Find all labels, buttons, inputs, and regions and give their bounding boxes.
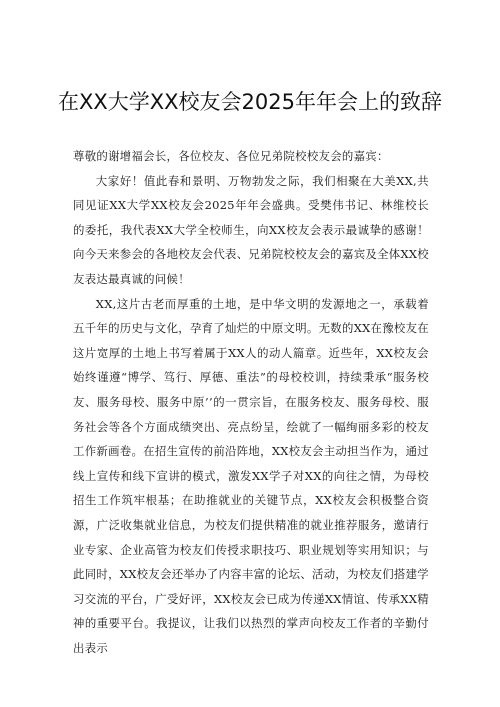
document-body: [73, 144, 429, 660]
salutation: 尊敬的谢增福会长，各位校友、各位兄弟院校校友会的嘉宾：: [73, 149, 389, 163]
document-title: 在XX大学XX校友会2025年年会上的致辞: [58, 90, 442, 114]
paragraph-greeting: 大家好！值此春和景明、万物勃发之际，我们相聚在大美XX,共同见证XX大学XX校友会2025年年会盛典。受樊伟书记、林维校长的委托，我代表XX大学全校师生，向XX校友会表示最诚挚的感谢！向今天来参会的各地校友会代表、兄弟院校校友会的嘉宾及全体XX校友表达最真诚的问候！: [73, 173, 429, 286]
paragraph-main: XX,这片古老而厚重的土地，是中华文明的发源地之一，承载着五千年的历史与文化，孕育了灿烂的中原文明。无数的XX在豫校友在这片宽厚的土地上书写着属于XX人的动人篇章。近些年，XX校友会始终谨遵“博学、笃行、厚德、重法”的母校校训，持续秉承“服务校友、服务母校、服务中原’’的一贯宗旨，在服务校友、服务母校、服务社会等各个方面成绩突出、亮点纷呈，绘就了一幅绚丽多彩的校友工作新画卷。在招生宣传的前沿阵地，XX校友会主动担当作为，通过线上宣传和线下宣讲的模式，激发XX学子对XX的向往之情，为母校招生工作筑牢根基；在助推就业的关键节点，XX校友会积极整合资源，广泛收集就业信息，为校友们提供精准的就业推荐服务，邀请行业专家、企业高管为校友们传授求职技巧、职业规划等实用知识；与此同时，XX校友会还举办了内容丰富的论坛、活动，为校友们搭建学习交流的平台，广受好评，XX校友会已成为传递XX情谊、传承XX精神的重要平台。我提议，让我们以热烈的掌声向校友工作者的辛勤付出表示: [73, 296, 429, 655]
